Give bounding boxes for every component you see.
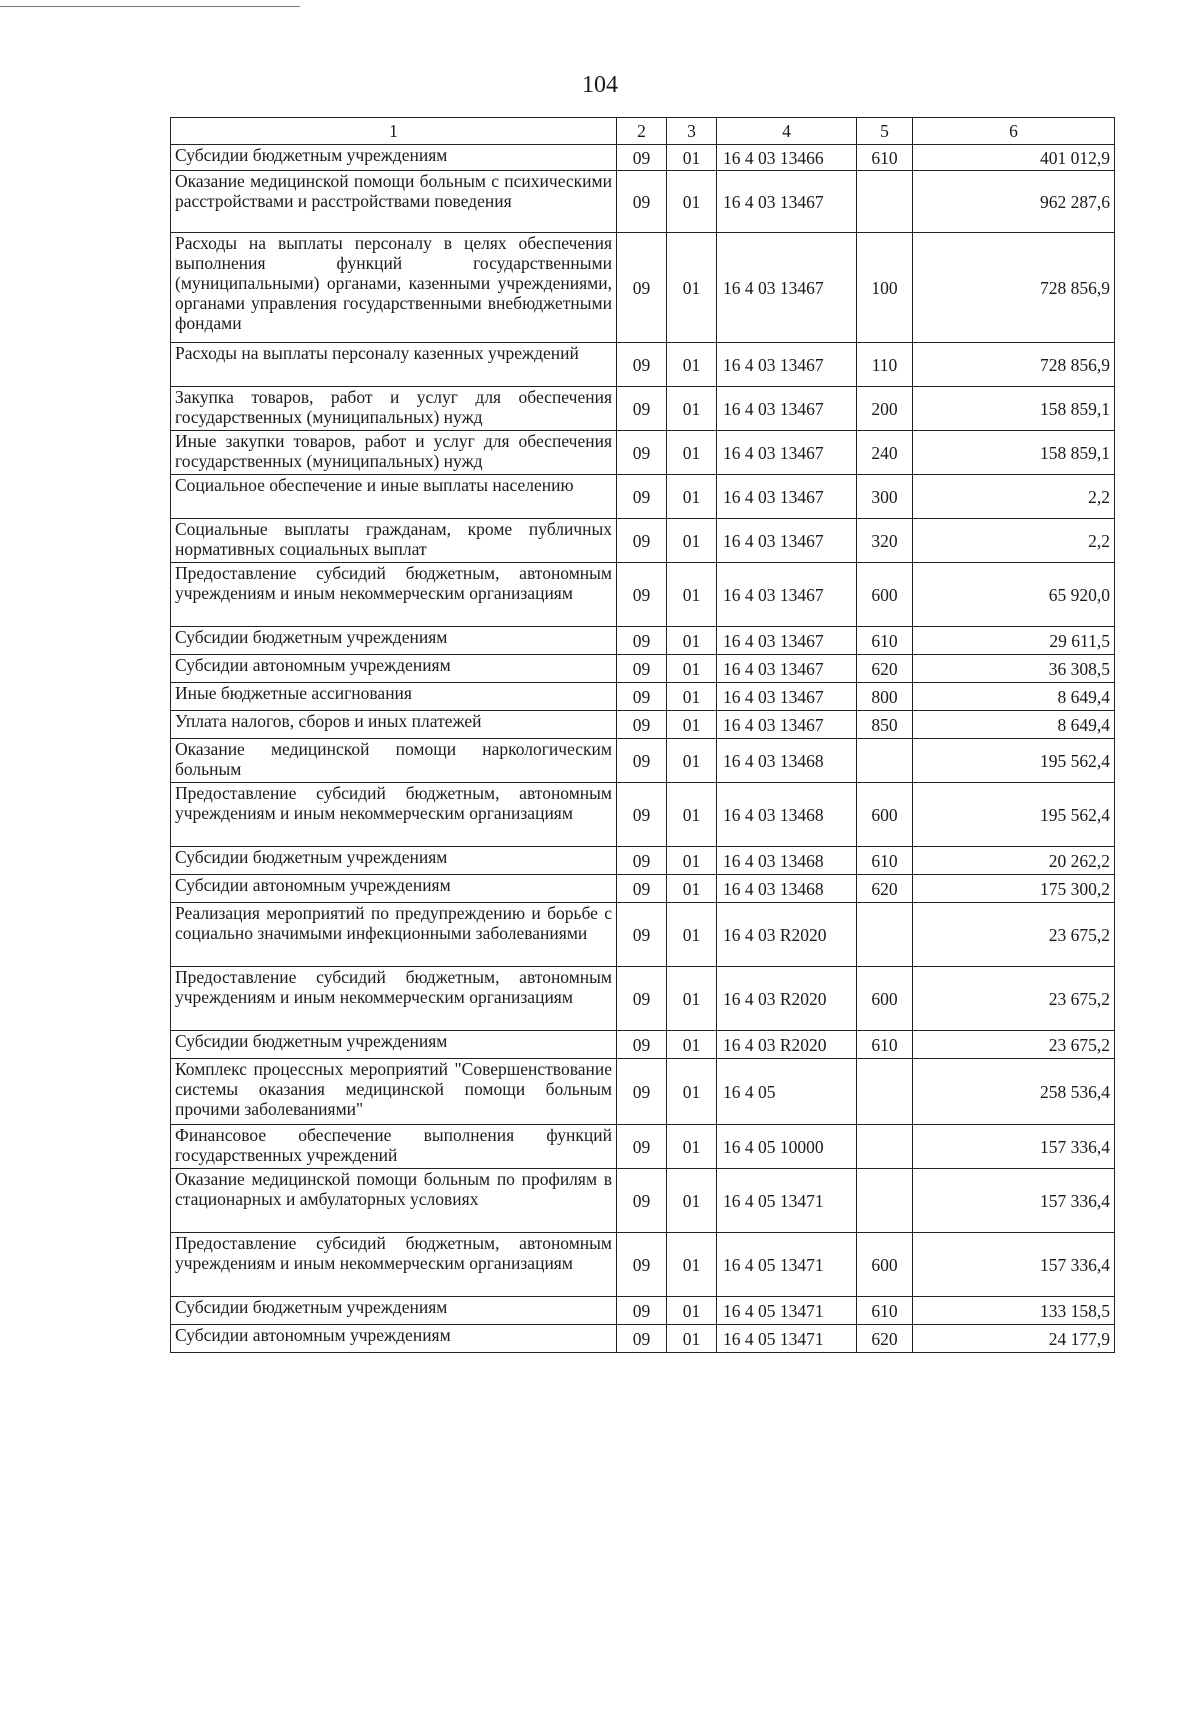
row-subsection-cell: 01 xyxy=(667,145,717,171)
row-target-article-cell: 16 4 03 R2020 xyxy=(717,903,857,967)
table-row xyxy=(171,739,1115,783)
row-subsection-cell: 01 xyxy=(667,1031,717,1059)
row-amount-cell: 157 336,4 xyxy=(913,1233,1115,1297)
row-name-cell: Комплекс процессных мероприятий "Совершенствование системы оказания медицинской помощи больным прочими заболеваниями" xyxy=(171,1059,617,1125)
row-amount-cell: 962 287,6 xyxy=(913,171,1115,233)
row-name-cell: Субсидии бюджетным учреждениям xyxy=(171,1031,617,1059)
row-subsection-cell: 01 xyxy=(667,903,717,967)
header-cell-4: 4 xyxy=(717,118,857,145)
row-name-cell: Предоставление субсидий бюджетным, автономным учреждениям и иным некоммерческим организациям xyxy=(171,1233,617,1297)
row-amount-cell: 258 536,4 xyxy=(913,1059,1115,1125)
row-amount-cell: 36 308,5 xyxy=(913,655,1115,683)
row-name-cell: Социальное обеспечение и иные выплаты населению xyxy=(171,475,617,519)
row-target-article-cell: 16 4 03 13468 xyxy=(717,847,857,875)
row-name-cell: Иные закупки товаров, работ и услуг для обеспечения государственных (муниципальных) нужд xyxy=(171,431,617,475)
row-subsection-cell: 01 xyxy=(667,475,717,519)
row-amount-cell: 23 675,2 xyxy=(913,1031,1115,1059)
row-amount-cell: 157 336,4 xyxy=(913,1169,1115,1233)
row-section-cell: 09 xyxy=(617,1031,667,1059)
table-row xyxy=(171,1233,1115,1297)
table-row xyxy=(171,1297,1115,1325)
row-section-cell: 09 xyxy=(617,1059,667,1125)
table-row xyxy=(171,387,1115,431)
budget-table xyxy=(170,117,1115,1353)
row-subsection-cell: 01 xyxy=(667,1169,717,1233)
row-section-cell: 09 xyxy=(617,233,667,343)
row-name-cell: Оказание медицинской помощи наркологическим больным xyxy=(171,739,617,783)
row-expense-type-cell xyxy=(857,739,913,783)
row-subsection-cell: 01 xyxy=(667,683,717,711)
row-target-article-cell: 16 4 03 13467 xyxy=(717,171,857,233)
row-expense-type-cell: 300 xyxy=(857,475,913,519)
row-target-article-cell: 16 4 03 13467 xyxy=(717,475,857,519)
header-cell-2: 2 xyxy=(617,118,667,145)
row-amount-cell: 728 856,9 xyxy=(913,233,1115,343)
row-amount-cell: 175 300,2 xyxy=(913,875,1115,903)
row-amount-cell: 158 859,1 xyxy=(913,387,1115,431)
row-subsection-cell: 01 xyxy=(667,847,717,875)
row-target-article-cell: 16 4 05 13471 xyxy=(717,1169,857,1233)
row-subsection-cell: 01 xyxy=(667,1325,717,1353)
row-target-article-cell: 16 4 03 13468 xyxy=(717,783,857,847)
row-target-article-cell: 16 4 03 13467 xyxy=(717,655,857,683)
table-row xyxy=(171,847,1115,875)
row-expense-type-cell xyxy=(857,1169,913,1233)
header-cell-3: 3 xyxy=(667,118,717,145)
row-section-cell: 09 xyxy=(617,1325,667,1353)
row-name-cell: Предоставление субсидий бюджетным, автономным учреждениям и иным некоммерческим организациям xyxy=(171,783,617,847)
row-section-cell: 09 xyxy=(617,655,667,683)
row-expense-type-cell: 100 xyxy=(857,233,913,343)
table-row xyxy=(171,1125,1115,1169)
row-expense-type-cell: 600 xyxy=(857,1233,913,1297)
row-subsection-cell: 01 xyxy=(667,711,717,739)
row-expense-type-cell: 600 xyxy=(857,563,913,627)
row-section-cell: 09 xyxy=(617,875,667,903)
row-subsection-cell: 01 xyxy=(667,1059,717,1125)
row-subsection-cell: 01 xyxy=(667,431,717,475)
row-expense-type-cell: 610 xyxy=(857,847,913,875)
row-expense-type-cell: 610 xyxy=(857,1031,913,1059)
table-row xyxy=(171,1059,1115,1125)
row-section-cell: 09 xyxy=(617,145,667,171)
row-name-cell: Оказание медицинской помощи больным по профилям в стационарных и амбулаторных условиях xyxy=(171,1169,617,1233)
row-expense-type-cell xyxy=(857,903,913,967)
row-section-cell: 09 xyxy=(617,387,667,431)
row-expense-type-cell xyxy=(857,171,913,233)
table-row xyxy=(171,627,1115,655)
row-amount-cell: 2,2 xyxy=(913,519,1115,563)
row-section-cell: 09 xyxy=(617,475,667,519)
row-amount-cell: 23 675,2 xyxy=(913,967,1115,1031)
row-target-article-cell: 16 4 03 13467 xyxy=(717,387,857,431)
row-amount-cell: 24 177,9 xyxy=(913,1325,1115,1353)
row-section-cell: 09 xyxy=(617,783,667,847)
top-scan-line xyxy=(0,6,300,7)
row-expense-type-cell: 610 xyxy=(857,1297,913,1325)
row-section-cell: 09 xyxy=(617,343,667,387)
row-subsection-cell: 01 xyxy=(667,1297,717,1325)
table-row xyxy=(171,519,1115,563)
table-row xyxy=(171,875,1115,903)
row-name-cell: Расходы на выплаты персоналу в целях обеспечения выполнения функций государственными (муниципальными) органами, казенными учреждениями, органами управления государственными внебюджетными фондами xyxy=(171,233,617,343)
row-name-cell: Субсидии автономным учреждениям xyxy=(171,1325,617,1353)
row-section-cell: 09 xyxy=(617,431,667,475)
row-subsection-cell: 01 xyxy=(667,967,717,1031)
row-subsection-cell: 01 xyxy=(667,875,717,903)
row-subsection-cell: 01 xyxy=(667,1233,717,1297)
table-row xyxy=(171,171,1115,233)
row-name-cell: Субсидии бюджетным учреждениям xyxy=(171,847,617,875)
row-expense-type-cell xyxy=(857,1059,913,1125)
row-name-cell: Субсидии автономным учреждениям xyxy=(171,655,617,683)
table-row xyxy=(171,683,1115,711)
row-expense-type-cell: 850 xyxy=(857,711,913,739)
row-amount-cell: 29 611,5 xyxy=(913,627,1115,655)
row-amount-cell: 133 158,5 xyxy=(913,1297,1115,1325)
row-expense-type-cell: 620 xyxy=(857,875,913,903)
row-section-cell: 09 xyxy=(617,739,667,783)
row-name-cell: Финансовое обеспечение выполнения функций государственных учреждений xyxy=(171,1125,617,1169)
row-target-article-cell: 16 4 03 13467 xyxy=(717,519,857,563)
table-row xyxy=(171,145,1115,171)
row-name-cell: Реализация мероприятий по предупреждению и борьбе с социально значимыми инфекционными заболеваниями xyxy=(171,903,617,967)
row-expense-type-cell: 800 xyxy=(857,683,913,711)
row-amount-cell: 8 649,4 xyxy=(913,711,1115,739)
header-cell-5: 5 xyxy=(857,118,913,145)
row-section-cell: 09 xyxy=(617,1297,667,1325)
row-subsection-cell: 01 xyxy=(667,655,717,683)
row-section-cell: 09 xyxy=(617,519,667,563)
row-amount-cell: 401 012,9 xyxy=(913,145,1115,171)
row-target-article-cell: 16 4 05 10000 xyxy=(717,1125,857,1169)
row-name-cell: Предоставление субсидий бюджетным, автономным учреждениям и иным некоммерческим организациям xyxy=(171,563,617,627)
row-target-article-cell: 16 4 05 13471 xyxy=(717,1325,857,1353)
row-expense-type-cell: 110 xyxy=(857,343,913,387)
row-subsection-cell: 01 xyxy=(667,171,717,233)
row-subsection-cell: 01 xyxy=(667,387,717,431)
row-expense-type-cell: 600 xyxy=(857,783,913,847)
header-row xyxy=(171,118,1115,145)
row-subsection-cell: 01 xyxy=(667,233,717,343)
row-name-cell: Расходы на выплаты персоналу казенных учреждений xyxy=(171,343,617,387)
row-name-cell: Оказание медицинской помощи больным с психическими расстройствами и расстройствами поведения xyxy=(171,171,617,233)
row-amount-cell: 157 336,4 xyxy=(913,1125,1115,1169)
row-expense-type-cell: 320 xyxy=(857,519,913,563)
row-expense-type-cell: 610 xyxy=(857,627,913,655)
row-amount-cell: 20 262,2 xyxy=(913,847,1115,875)
table-row xyxy=(171,343,1115,387)
table-row xyxy=(171,233,1115,343)
row-section-cell: 09 xyxy=(617,563,667,627)
header-cell-1: 1 xyxy=(171,118,617,145)
row-target-article-cell: 16 4 03 13467 xyxy=(717,343,857,387)
row-expense-type-cell: 600 xyxy=(857,967,913,1031)
row-target-article-cell: 16 4 03 13467 xyxy=(717,233,857,343)
row-section-cell: 09 xyxy=(617,627,667,655)
row-subsection-cell: 01 xyxy=(667,627,717,655)
row-amount-cell: 728 856,9 xyxy=(913,343,1115,387)
table-row xyxy=(171,1325,1115,1353)
row-section-cell: 09 xyxy=(617,711,667,739)
table-row xyxy=(171,563,1115,627)
row-name-cell: Субсидии бюджетным учреждениям xyxy=(171,145,617,171)
row-target-article-cell: 16 4 03 13467 xyxy=(717,683,857,711)
row-subsection-cell: 01 xyxy=(667,739,717,783)
row-target-article-cell: 16 4 03 13467 xyxy=(717,431,857,475)
row-section-cell: 09 xyxy=(617,171,667,233)
row-expense-type-cell: 620 xyxy=(857,655,913,683)
row-section-cell: 09 xyxy=(617,903,667,967)
page-number: 104 xyxy=(582,72,618,98)
row-target-article-cell: 16 4 03 R2020 xyxy=(717,967,857,1031)
row-section-cell: 09 xyxy=(617,1125,667,1169)
row-amount-cell: 8 649,4 xyxy=(913,683,1115,711)
table-row xyxy=(171,1031,1115,1059)
row-target-article-cell: 16 4 05 xyxy=(717,1059,857,1125)
row-section-cell: 09 xyxy=(617,683,667,711)
row-name-cell: Субсидии бюджетным учреждениям xyxy=(171,627,617,655)
row-target-article-cell: 16 4 03 R2020 xyxy=(717,1031,857,1059)
row-amount-cell: 65 920,0 xyxy=(913,563,1115,627)
row-expense-type-cell: 610 xyxy=(857,145,913,171)
row-name-cell: Субсидии бюджетным учреждениям xyxy=(171,1297,617,1325)
row-amount-cell: 23 675,2 xyxy=(913,903,1115,967)
row-expense-type-cell: 620 xyxy=(857,1325,913,1353)
row-expense-type-cell: 200 xyxy=(857,387,913,431)
row-subsection-cell: 01 xyxy=(667,343,717,387)
row-section-cell: 09 xyxy=(617,967,667,1031)
row-target-article-cell: 16 4 03 13468 xyxy=(717,875,857,903)
row-name-cell: Закупка товаров, работ и услуг для обеспечения государственных (муниципальных) нужд xyxy=(171,387,617,431)
row-section-cell: 09 xyxy=(617,1233,667,1297)
row-name-cell: Предоставление субсидий бюджетным, автономным учреждениям и иным некоммерческим организациям xyxy=(171,967,617,1031)
row-subsection-cell: 01 xyxy=(667,519,717,563)
row-target-article-cell: 16 4 05 13471 xyxy=(717,1297,857,1325)
row-amount-cell: 158 859,1 xyxy=(913,431,1115,475)
row-subsection-cell: 01 xyxy=(667,1125,717,1169)
row-amount-cell: 195 562,4 xyxy=(913,739,1115,783)
row-target-article-cell: 16 4 03 13466 xyxy=(717,145,857,171)
table-row xyxy=(171,431,1115,475)
table-row xyxy=(171,711,1115,739)
row-name-cell: Субсидии автономным учреждениям xyxy=(171,875,617,903)
table-row xyxy=(171,1169,1115,1233)
row-target-article-cell: 16 4 03 13468 xyxy=(717,739,857,783)
header-cell-6: 6 xyxy=(913,118,1115,145)
row-target-article-cell: 16 4 03 13467 xyxy=(717,627,857,655)
row-subsection-cell: 01 xyxy=(667,783,717,847)
row-name-cell: Уплата налогов, сборов и иных платежей xyxy=(171,711,617,739)
row-target-article-cell: 16 4 05 13471 xyxy=(717,1233,857,1297)
row-name-cell: Социальные выплаты гражданам, кроме публичных нормативных социальных выплат xyxy=(171,519,617,563)
table-row xyxy=(171,967,1115,1031)
table-row xyxy=(171,903,1115,967)
table-row xyxy=(171,783,1115,847)
row-expense-type-cell: 240 xyxy=(857,431,913,475)
row-section-cell: 09 xyxy=(617,847,667,875)
row-target-article-cell: 16 4 03 13467 xyxy=(717,563,857,627)
table-row xyxy=(171,475,1115,519)
row-subsection-cell: 01 xyxy=(667,563,717,627)
row-section-cell: 09 xyxy=(617,1169,667,1233)
row-name-cell: Иные бюджетные ассигнования xyxy=(171,683,617,711)
row-expense-type-cell xyxy=(857,1125,913,1169)
row-amount-cell: 195 562,4 xyxy=(913,783,1115,847)
row-target-article-cell: 16 4 03 13467 xyxy=(717,711,857,739)
table-row xyxy=(171,655,1115,683)
row-amount-cell: 2,2 xyxy=(913,475,1115,519)
